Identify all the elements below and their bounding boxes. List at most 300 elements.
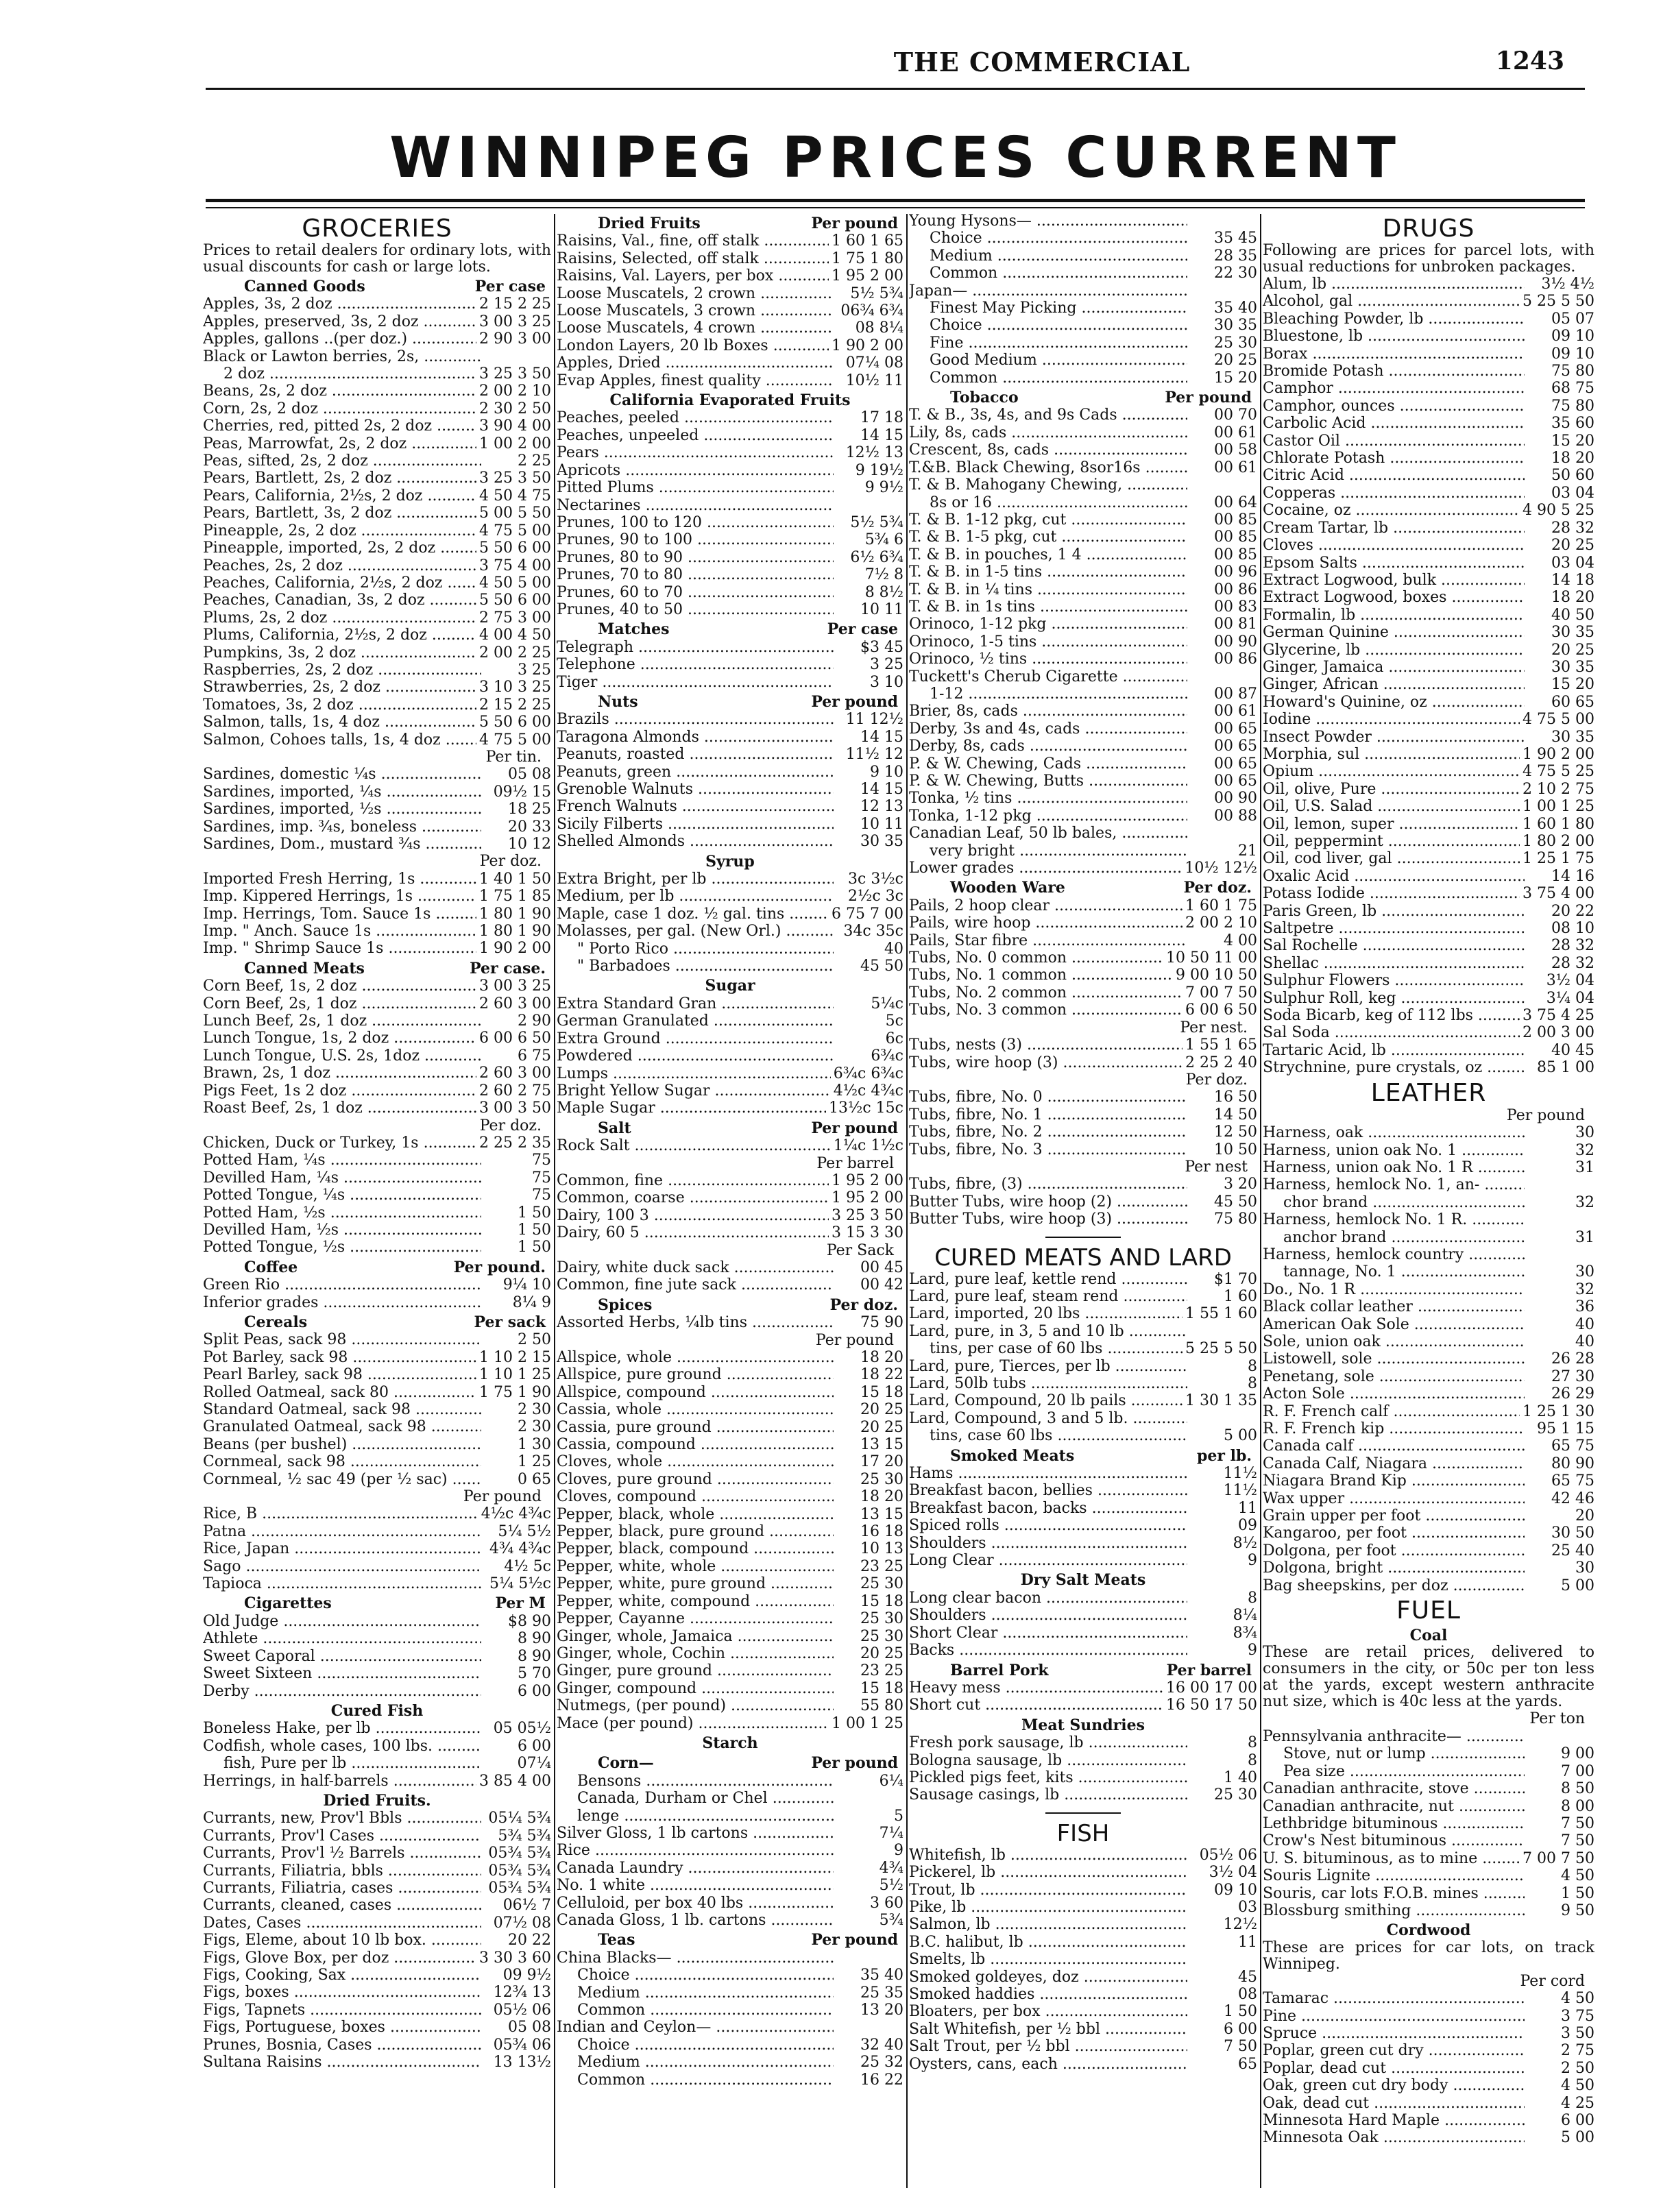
item-name: Choice ..... [557,2037,834,2054]
item-price: 25 30 [860,1470,903,1488]
price-row [203,470,551,487]
price-list [909,1734,1257,1804]
price-row [203,609,551,627]
item-price: 2 60 3 00 [479,995,551,1012]
price-row [203,330,551,348]
price-row [909,563,1257,581]
item-name: Raisins, Val., fine, off stalk ..... [557,232,829,250]
price-row [909,441,1257,459]
price-row [557,2071,903,2089]
price-row [557,2019,903,2036]
item-name: Currants, Filiatria, cases ..... [203,1880,481,1897]
price-row [1263,2042,1594,2059]
item-price: 18 20 [1551,450,1594,467]
item-name: Prunes, Bosnia, Cases ..... [203,2037,481,2054]
item-name: Good Medium ..... [909,352,1187,369]
item-price: 40 [1575,1333,1594,1350]
item-name: Cloves, pure ground ..... [557,1471,834,1488]
item-name: T. & B. in pouches, 1 4 ..... [909,546,1187,563]
price-row [1263,1142,1594,1159]
item-price: 4 75 5 00 [1523,711,1594,729]
price-row [557,1207,903,1224]
item-price: 9 19½ [855,461,903,479]
item-name: Salmon, Cohoes talls, 1s, 4 doz ..... [203,731,476,749]
price-row [909,212,1257,230]
item-price: 11½ [1223,1465,1257,1483]
price-row [557,1773,903,1790]
item-price: 4 50 [1561,1867,1594,1885]
item-price: 14 15 [860,728,903,746]
item-name: Chlorate Potash ..... [1263,450,1525,467]
item-name: Common, fine jute sack ..... [557,1276,834,1293]
item-name: Lunch Tongue, 1s, 2 doz ..... [203,1030,476,1047]
subheading-label: Coffee [244,1258,298,1276]
item-price: 3½ 04 [1209,1864,1257,1882]
item-price: 28 32 [1551,937,1594,955]
item-name: U. S. bituminous, as to mine ..... [1263,1850,1520,1867]
price-row [203,940,551,957]
price-list [203,1276,551,1311]
item-name: Iodine ..... [1263,711,1520,728]
item-price: 7 00 [1561,1762,1594,1780]
item-price: 18 20 [860,1488,903,1506]
item-price: 13½c 15c [829,1099,903,1117]
item-price: 3 25 3 50 [832,1206,903,1224]
price-list [557,1773,903,1930]
price-row [909,2056,1257,2073]
price-row [203,1065,551,1082]
item-name: Sulphur Roll, keg ..... [1263,990,1525,1007]
item-price: 3 75 4 25 [1523,1007,1594,1025]
price-row [557,781,903,798]
item-price: 9 [894,1842,903,1860]
item-price: 1 50 [518,1221,551,1239]
item-name: Bright Yellow Sugar ..... [557,1082,831,1099]
item-price: 30 35 [1551,728,1594,746]
item-name: Imp. " Shrimp Sauce 1s ..... [203,940,476,957]
price-row [557,1715,903,1732]
item-name: Apples, 3s, 2 doz ..... [203,295,476,313]
price-row [557,940,903,958]
item-price: 1 00 1 25 [1523,798,1594,816]
price-row [1263,589,1594,606]
price-row [1263,1368,1594,1385]
price-row [557,319,903,337]
item-name: Tonka, ½ tins ..... [909,790,1187,807]
subheading [557,215,903,232]
price-list [909,406,1257,877]
item-price: 00 65 [1214,738,1257,755]
price-row [1263,537,1594,554]
item-name: Molasses, per gal. (New Orl.) ..... [557,923,834,940]
item-name: Herrings, in half-barrels ..... [203,1773,476,1790]
item-name: Young Hysons— ..... [909,212,1187,230]
price-row [557,444,903,461]
item-name: Grain upper per foot ..... [1263,1507,1525,1524]
item-price: 5 00 [1561,1577,1594,1594]
item-name: Standard Oatmeal, sack 98 ..... [203,1401,481,1418]
item-price: 4 75 5 00 [479,522,551,539]
item-price: 17 18 [860,409,903,427]
item-price: 1 40 1 50 [479,870,551,888]
price-row [909,335,1257,352]
price-list [909,212,1257,387]
price-row [557,1488,903,1505]
price-row [1263,607,1594,624]
price-row [557,833,903,850]
item-name: Cassia, whole ..... [557,1401,834,1418]
item-name: Ginger, compound ..... [557,1680,834,1697]
item-name: Oil, lemon, super ..... [1263,816,1520,833]
item-price: 75 [532,1187,551,1204]
price-row [557,1314,903,1331]
price-row [203,696,551,714]
item-name: Hams ..... [909,1465,1187,1482]
item-name: Potass Iodide ..... [1263,885,1520,902]
item-name: Bromide Potash ..... [1263,363,1525,380]
price-row [557,1842,903,1859]
price-row [203,1773,551,1790]
price-row [909,1769,1257,1786]
item-name: Raisins, Val. Layers, per box ..... [557,267,829,284]
price-row [1263,485,1594,502]
item-price: 30 35 [1214,317,1257,335]
item-price: 4 00 [1224,932,1257,949]
item-name: Sulphur Flowers ..... [1263,972,1525,989]
item-price: 1 60 1 65 [832,232,903,250]
item-name: Tubs, fibre, No. 2 ..... [909,1123,1187,1141]
item-price: 30 35 [860,833,903,851]
item-name: Derby, 3s and 4s, cads ..... [909,720,1187,738]
title-rule [206,199,1585,202]
item-price: 65 [1238,2055,1257,2073]
item-name: Sardines, domestic ¼s ..... [203,766,481,783]
item-name: Imported Fresh Herring, 1s ..... [203,871,476,888]
price-row [909,1141,1257,1158]
item-name: Extract Logwood, boxes ..... [1263,589,1525,606]
item-price: 6 00 6 50 [1185,1001,1257,1019]
price-row [1263,380,1594,397]
price-row [909,1323,1257,1340]
item-price: 20 [1575,1507,1594,1525]
item-name: Wax upper ..... [1263,1490,1525,1507]
item-name: Peanuts, green ..... [557,764,834,781]
item-price: 1 30 [518,1435,551,1453]
item-name: Fresh pork sausage, lb ..... [909,1734,1187,1751]
price-row [1263,1472,1594,1490]
item-price: 2 10 2 75 [1523,780,1594,798]
item-name: Dairy, white duck sack ..... [557,1259,834,1276]
price-row [203,417,551,435]
price-row [203,1436,551,1453]
item-name: Dairy, 60 5 ..... [557,1224,829,1241]
price-row [203,1648,551,1665]
item-price: 9 00 10 50 [1176,967,1257,984]
item-price: 6c [885,1030,903,1047]
price-row [203,1169,551,1187]
item-price: 00 85 [1214,546,1257,563]
item-name: Tapioca ..... [203,1575,481,1592]
item-name: Old Judge ..... [203,1613,481,1630]
price-row [909,633,1257,651]
unit-label: Per pound [811,1119,898,1137]
item-name: Ginger, whole, Cochin ..... [557,1645,834,1662]
price-row [1263,1455,1594,1472]
item-name: Tomatoes, 3s, 2 doz ..... [203,696,476,714]
price-row [909,1392,1257,1409]
price-row [557,958,903,975]
item-name: Pepper, white, whole ..... [557,1558,834,1575]
price-row [909,914,1257,932]
price-row [557,674,903,691]
price-list [557,871,903,975]
item-price: 3½ 04 [1546,972,1594,990]
item-price: 1 25 [518,1453,551,1471]
price-list [203,1810,551,2071]
price-row [1263,450,1594,467]
subheading [557,1297,903,1314]
item-price: 18 20 [1551,589,1594,607]
price-row [203,906,551,923]
item-price: 08 [1238,1986,1257,2003]
item-price: 07¼ [517,1755,551,1773]
item-price: 16 00 17 00 [1166,1679,1257,1697]
item-price: 6 00 [518,1682,551,1700]
price-row [203,313,551,330]
item-price: 13 15 [860,1505,903,1523]
price-row [203,1366,551,1383]
item-price: 12¾ 13 [493,1984,551,2002]
unit-label: Per doz. [479,853,542,871]
item-name: Choice ..... [909,317,1187,334]
item-price: 00 90 [1214,790,1257,807]
price-row [909,738,1257,755]
item-price: 65 75 [1551,1437,1594,1455]
price-row [909,1358,1257,1375]
item-name: Evap Apples, finest quality ..... [557,372,834,389]
item-price: 08 8¼ [855,319,903,337]
item-price: 00 90 [1214,633,1257,651]
item-name: Powdered ..... [557,1047,834,1065]
item-name: Harness, oak ..... [1263,1124,1525,1141]
price-row [203,592,551,609]
item-name: Shoulders ..... [909,1535,1187,1552]
price-row [557,711,903,728]
price-row [557,1012,903,1030]
item-price: 06¾ 6¾ [840,302,903,320]
item-price: 3 85 4 00 [479,1772,551,1790]
price-row [203,1523,551,1540]
item-name: Shellac ..... [1263,955,1525,972]
item-price: 8 [1248,1589,1257,1607]
item-name: T. & B. in ¼ tins ..... [909,581,1187,598]
item-price: 2½c 3c [848,888,903,906]
price-row [203,1845,551,1862]
item-price: 00 85 [1214,528,1257,546]
price-row [1263,781,1594,798]
item-name: Japan— ..... [909,282,1187,300]
item-name: Borax ..... [1263,345,1525,363]
item-name: Dolgona, per foot ..... [1263,1542,1525,1559]
price-row [1263,433,1594,450]
item-name: Tubs, nests (3) ..... [909,1036,1182,1054]
price-row [1263,1350,1594,1368]
item-price: 5 25 5 50 [1185,1340,1257,1358]
price-row [557,1860,903,1877]
price-row [557,1436,903,1453]
price-row [1263,1298,1594,1315]
price-row [557,1662,903,1679]
item-price: 00 65 [1214,755,1257,773]
item-price: 25 35 [860,1984,903,2002]
item-price: 4 90 5 25 [1523,502,1594,520]
column-groceries [203,212,551,2193]
item-price: 05½ 06 [493,2001,551,2019]
price-row [909,807,1257,825]
subheading-label: Barrel Pork [950,1661,1049,1679]
price-row [557,1276,903,1293]
item-price: 8 00 [1561,1797,1594,1815]
item-name: Minnesota Oak ..... [1263,2129,1525,2146]
unit-label: Per doz. [829,1296,898,1314]
item-price: 3 15 3 30 [832,1224,903,1242]
item-price: 5½ 5¾ [850,513,903,531]
running-head [206,47,1585,77]
item-name: Oak, dead cut ..... [1263,2095,1525,2112]
item-price: 5 [894,1807,903,1825]
item-price: 40 [1575,1315,1594,1333]
price-row [557,764,903,781]
item-price: 14 15 [860,781,903,798]
price-list [557,1137,903,1154]
price-row [909,668,1257,685]
price-row [909,317,1257,334]
item-name: Formalin, lb ..... [1263,607,1525,624]
item-name: Prunes, 100 to 120 ..... [557,514,834,531]
price-row [557,1172,903,1189]
item-price: $1 70 [1214,1270,1257,1288]
item-price: 75 90 [860,1314,903,1332]
item-price: 55 80 [860,1697,903,1715]
item-name: Granulated Oatmeal, sack 98 ..... [203,1418,481,1435]
item-name: Prunes, 80 to 90 ..... [557,549,834,566]
unit-label: Per case. [470,959,546,977]
section-note: These are retail prices, delivered to consumers in the city, or 50c per ton less at the yards, except western anthracite nut size, which is 40c less at the yards. [1263,1644,1594,1711]
price-row [1263,1042,1594,1059]
price-row [1263,1059,1594,1076]
item-name: Paris Green, lb ..... [1263,903,1525,920]
item-price: 8 [1248,1357,1257,1375]
item-price: 1 25 1 75 [1523,850,1594,868]
item-name: Pitted Plums ..... [557,479,834,496]
item-price: 00 45 [860,1259,903,1276]
item-name: anchor brand ..... [1263,1229,1525,1246]
price-row [909,984,1257,1001]
price-row [909,720,1257,738]
subheading-label: Cereals [244,1313,308,1331]
item-price: 3 90 4 00 [479,417,551,435]
price-row [1263,1124,1594,1141]
unit-label: Per Sack [826,1241,894,1259]
item-name: Loose Muscatels, 3 crown ..... [557,302,834,319]
price-row [909,1193,1257,1211]
item-name: Orinoco, 1-5 tins ..... [909,633,1187,651]
item-price: 3 50 [1561,2024,1594,2042]
item-price: 9 10 [870,763,903,781]
item-name: Penetang, sole ..... [1263,1368,1525,1385]
item-price: 6¾c [871,1047,903,1065]
price-row [203,2002,551,2019]
item-name: Canadian anthracite, nut ..... [1263,1798,1525,1815]
item-name: Sultana Raisins ..... [203,2054,481,2071]
item-name: Roast Beef, 2s, 1 doz ..... [203,1099,476,1117]
item-price: 20 22 [508,1932,551,1949]
item-price: 5½ 5¾ [850,284,903,302]
price-row [1263,2129,1594,2146]
item-price: 4¾ [879,1859,903,1877]
item-name: Cloves, compound ..... [557,1488,834,1505]
item-price: 30 [1575,1263,1594,1281]
price-row [909,1288,1257,1305]
item-name: Poplar, dead cut ..... [1263,2060,1525,2077]
item-name: Dairy, 100 3 ..... [557,1207,829,1224]
item-price: 00 96 [1214,563,1257,581]
item-price: 4½c 4¾c [833,1082,903,1099]
item-price: 1 95 2 00 [832,1171,903,1189]
item-name: Loose Muscatels, 2 crown ..... [557,285,834,302]
item-name: Maple Sugar ..... [557,1099,826,1117]
item-price: 14 15 [860,426,903,444]
price-row [203,627,551,644]
price-row [203,1720,551,1737]
item-name: Devilled Ham, ½s ..... [203,1222,481,1239]
item-name: Lard, imported, 20 lbs ..... [909,1305,1182,1322]
item-price: 00 61 [1214,703,1257,720]
price-row [1263,1763,1594,1780]
subheading: Cordwood [1386,1921,1471,1940]
item-name: Insect Powder ..... [1263,729,1525,746]
price-row [909,1882,1257,1899]
unit-label: Per pound [811,1931,898,1949]
item-price: 68 75 [1551,380,1594,398]
item-price: 4 25 [1561,2094,1594,2112]
item-price: 5¾ [879,1912,903,1929]
price-row [909,1123,1257,1141]
price-row [909,755,1257,773]
item-price: 00 61 [1214,459,1257,476]
price-row [557,2054,903,2071]
item-name: Pennsylvania anthracite— ..... [1263,1728,1525,1745]
price-row [1263,937,1594,954]
price-row [203,539,551,557]
item-price: 5 50 6 00 [479,592,551,609]
item-price: 3¼ 04 [1546,989,1594,1007]
item-price: 00 70 [1214,406,1257,424]
item-name: Telegraph ..... [557,639,834,656]
price-row [557,462,903,479]
item-price: 14 50 [1214,1106,1257,1123]
item-price: 5 00 [1224,1427,1257,1445]
item-name: Tubs, fibre, No. 3 ..... [909,1141,1187,1158]
item-price: 3 25 3 50 [479,365,551,383]
price-row [909,352,1257,369]
price-row [909,282,1257,300]
price-row [203,1471,551,1488]
item-name: Pears ..... [557,444,834,461]
item-name: T. & B. 1-12 pkg, cut ..... [909,511,1187,528]
item-price: 8 90 [518,1647,551,1665]
item-price: 31 [1575,1228,1594,1246]
